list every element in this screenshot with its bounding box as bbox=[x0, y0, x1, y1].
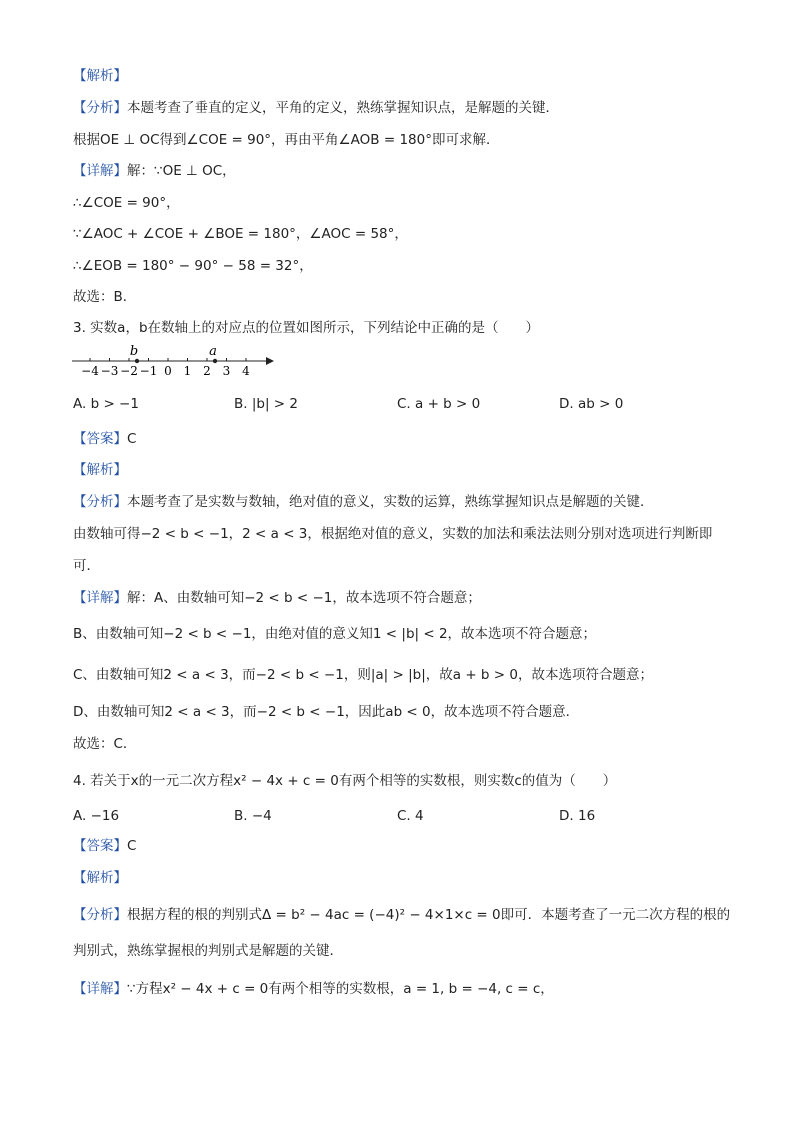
q3-option-c: C. a + b > 0 bbox=[397, 396, 481, 412]
q4-fenxi-text: 根据方程的根的判别式Δ = b² − 4ac = (−4)² − 4×1×c = 0即可．本题考查了一元二次方程的根的 bbox=[127, 907, 731, 923]
answer-tag: 【答案】 bbox=[73, 838, 127, 854]
q3-option-b: B. |b| > 2 bbox=[234, 396, 298, 412]
q2-step2: ∵∠AOC + ∠COE + ∠BOE = 180°，∠AOC = 58°， bbox=[73, 226, 408, 242]
arrow-right-icon bbox=[266, 357, 274, 365]
q3-answer-line bbox=[73, 429, 136, 449]
detail-tag: 【详解】 bbox=[73, 981, 127, 997]
q3-fenxi-line bbox=[73, 492, 654, 512]
q4-analysis-heading: 【解析】 bbox=[73, 870, 127, 886]
q4-option-a: A. −16 bbox=[73, 808, 120, 824]
q3-detail-line bbox=[73, 588, 481, 608]
q2-detail-text: 解：∵OE ⊥ OC， bbox=[127, 163, 236, 179]
q3-choose: 故选：C． bbox=[73, 736, 137, 752]
q4-detail-line bbox=[73, 979, 554, 999]
q2-step1: ∴∠COE = 90°， bbox=[73, 195, 180, 211]
q3-option-d: D. ab > 0 bbox=[559, 396, 624, 412]
axis-tick-label: −1 bbox=[139, 364, 158, 378]
answer-tag: 【答案】 bbox=[73, 431, 127, 447]
q3-analysis-line3: 可． bbox=[73, 558, 100, 574]
q3-answer: C bbox=[127, 431, 137, 447]
q4-option-c: C. 4 bbox=[397, 808, 424, 824]
axis-tick-label: 0 bbox=[164, 364, 172, 378]
q3-line-c: C、由数轴可知2 < a < 3，而−2 < b < −1，则|a| > |b|，故a + b > 0，故本选项符合题意； bbox=[73, 667, 653, 683]
axis-tick-label: −2 bbox=[120, 364, 138, 378]
q4-analysis-line2: 判别式，熟练掌握根的判别式是解题的关键． bbox=[73, 943, 343, 959]
q2-analysis-line2: 根据OE ⊥ OC得到∠COE = 90°，再由平角∠AOB = 180°即可求解． bbox=[73, 132, 500, 148]
q4-option-b: B. −4 bbox=[234, 808, 272, 824]
q4-detail-text: ∵方程x² − 4x + c = 0有两个相等的实数根，a = 1, b = −4, c = c， bbox=[127, 981, 554, 997]
q3-fenxi-text: 本题考查了是实数与数轴，绝对值的意义，实数的运算，熟练掌握知识点是解题的关键． bbox=[127, 494, 654, 510]
axis-tick-label: 4 bbox=[242, 364, 250, 378]
q3-line-b: B、由数轴可知−2 < b < −1，由绝对值的意义知1 < |b| < 2，故本选项不符合题意； bbox=[73, 626, 597, 642]
fenxi-tag: 【分析】 bbox=[73, 907, 127, 923]
q4-answer-line bbox=[73, 836, 136, 856]
axis-tick-label: −4 bbox=[81, 364, 99, 378]
q2-step3: ∴∠EOB = 180° − 90° − 58 = 32°， bbox=[73, 258, 313, 274]
q2-analysis-line bbox=[73, 98, 559, 118]
q3-line-d: D、由数轴可知2 < a < 3，而−2 < b < −1，因此ab < 0，故本选项不符合题意． bbox=[73, 704, 580, 720]
q3-detail-text: 解：A、由数轴可知−2 < b < −1，故本选项不符合题意； bbox=[127, 590, 481, 606]
q2-choose: 故选：B． bbox=[73, 289, 137, 305]
q2-detail-line bbox=[73, 161, 236, 181]
point-a-dot bbox=[213, 359, 217, 363]
q3-analysis-line2: 由数轴可得−2 < b < −1，2 < a < 3，根据绝对值的意义，实数的加法和乘法法则分别对选项进行判断即 bbox=[73, 526, 713, 542]
axis-tick-label: −3 bbox=[100, 364, 119, 378]
fenxi-tag: 【分析】 bbox=[73, 494, 127, 510]
point-b-label: b bbox=[129, 344, 139, 359]
q4-option-d: D. 16 bbox=[559, 808, 596, 824]
number-line-figure bbox=[70, 344, 280, 380]
q2-fenxi-text: 本题考查了垂直的定义，平角的定义，熟练掌握知识点，是解题的关键． bbox=[127, 100, 559, 116]
q3-option-a: A. b > −1 bbox=[73, 396, 139, 412]
detail-tag: 【详解】 bbox=[73, 590, 127, 606]
point-a-label: a bbox=[209, 344, 217, 359]
fenxi-tag: 【分析】 bbox=[73, 100, 127, 116]
q3-analysis-heading: 【解析】 bbox=[73, 462, 127, 478]
detail-tag: 【详解】 bbox=[73, 163, 127, 179]
q4-answer: C bbox=[127, 838, 137, 854]
axis-tick-label: 1 bbox=[183, 364, 192, 378]
axis-tick-label: 2 bbox=[203, 364, 211, 378]
axis-tick-label: 3 bbox=[222, 364, 231, 378]
analysis-heading: 【解析】 bbox=[73, 68, 127, 84]
q3-question: 3. 实数a，b在数轴上的对应点的位置如图所示，下列结论中正确的是（ ） bbox=[73, 320, 540, 336]
q4-question: 4. 若关于x的一元二次方程x² − 4x + c = 0有两个相等的实数根，则实数c的值为（ ） bbox=[73, 773, 617, 789]
q4-fenxi-line bbox=[73, 905, 730, 925]
point-b-dot bbox=[135, 359, 139, 363]
